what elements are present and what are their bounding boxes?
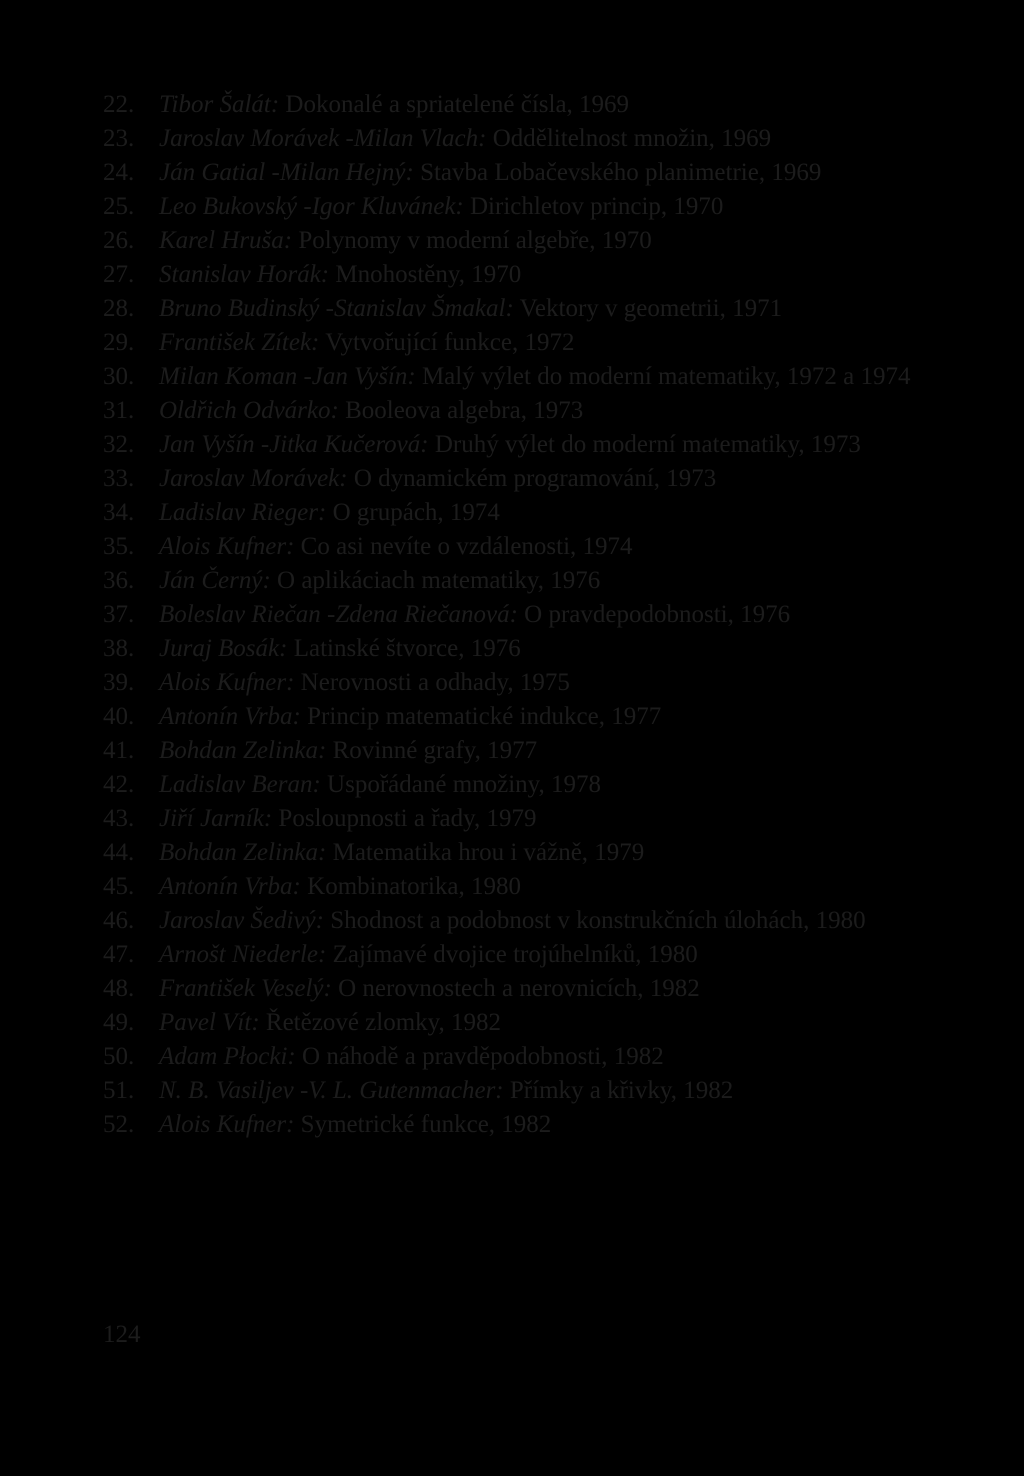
list-item (103, 224, 933, 258)
entry-author: Pavel Vít: (159, 1009, 260, 1036)
entry-title: O nerovnostech a nerovnicích, 1982 (338, 975, 700, 1002)
entry-title: Oddělitelnost množin, 1969 (492, 125, 772, 152)
entry-author: Jaroslav Šedivý: (159, 907, 324, 934)
list-item (103, 122, 933, 156)
entry-number: 28. (103, 295, 135, 322)
entry-author: N. B. Vasiljev -V. L. Gutenmacher: (159, 1077, 504, 1104)
entry-author: Arnošt Niederle: (159, 941, 327, 968)
entry-number: 36. (103, 567, 135, 594)
entry-title: Dokonalé a spriatelené čísla, 1969 (285, 91, 630, 118)
entry-author: Boleslav Riečan -Zdena Riečanová: (159, 601, 518, 628)
entry-number: 42. (103, 771, 135, 798)
list-item (103, 802, 933, 836)
entry-title: Princip matematické indukce, 1977 (307, 703, 662, 730)
entry-number: 26. (103, 227, 135, 254)
entry-title: O aplikáciach matematiky, 1976 (277, 567, 601, 594)
entry-title: Co asi nevíte o vzdálenosti, 1974 (300, 533, 633, 560)
entry-author: Tibor Šalát: (159, 91, 280, 118)
entry-number: 50. (103, 1043, 135, 1070)
list-item (103, 700, 933, 734)
entry-author: Ladislav Rieger: (159, 499, 327, 526)
entry-number: 23. (103, 125, 135, 152)
entry-title: Nerovnosti a odhady, 1975 (300, 669, 570, 696)
entry-author: František Zítek: (159, 329, 320, 356)
entry-author: František Veselý: (159, 975, 332, 1002)
entry-number: 45. (103, 873, 135, 900)
entry-title: Posloupnosti a řady, 1979 (278, 805, 537, 832)
list-item (103, 870, 933, 904)
entry-author: Oldřich Odvárko: (159, 397, 339, 424)
list-item (103, 496, 933, 530)
entry-author: Karel Hruša: (159, 227, 293, 254)
list-item (103, 564, 933, 598)
entry-number: 43. (103, 805, 135, 832)
entry-title: O pravdepodobnosti, 1976 (524, 601, 791, 628)
list-item (103, 258, 933, 292)
list-item (103, 904, 933, 938)
entry-number: 44. (103, 839, 135, 866)
entry-title: Matematika hrou i vážně, 1979 (332, 839, 645, 866)
list-item (103, 734, 933, 768)
list-item (103, 190, 933, 224)
entry-title: Vytvořující funkce, 1972 (325, 329, 575, 356)
entry-number: 38. (103, 635, 135, 662)
entry-number: 37. (103, 601, 135, 628)
publication-list (103, 88, 933, 1142)
entry-number: 49. (103, 1009, 135, 1036)
entry-author: Ladislav Beran: (159, 771, 321, 798)
list-item (103, 88, 933, 122)
entry-title: Symetrické funkce, 1982 (300, 1111, 552, 1138)
list-item (103, 836, 933, 870)
entry-title: Latinské štvorce, 1976 (293, 635, 521, 662)
entry-author: Bruno Budinský -Stanislav Šmakal: (159, 295, 514, 322)
list-item (103, 666, 933, 700)
list-item (103, 326, 933, 360)
entry-title: Řetězové zlomky, 1982 (265, 1009, 502, 1036)
entry-number: 31. (103, 397, 135, 424)
entry-number: 41. (103, 737, 135, 764)
entry-number: 48. (103, 975, 135, 1002)
entry-number: 29. (103, 329, 135, 356)
entry-number: 34. (103, 499, 135, 526)
entry-title: Shodnost a podobnost v konstrukčních úlohách, 1980 (330, 907, 866, 934)
list-item (103, 1108, 933, 1142)
entry-number: 52. (103, 1111, 135, 1138)
entry-title: Booleova algebra, 1973 (345, 397, 584, 424)
entry-title: Malý výlet do moderní matematiky, 1972 a 1974 (421, 363, 911, 390)
entry-number: 51. (103, 1077, 135, 1104)
entry-title: Dirichletov princip, 1970 (470, 193, 724, 220)
entry-author: Alois Kufner: (159, 1111, 295, 1138)
entry-number: 22. (103, 91, 135, 118)
list-item (103, 598, 933, 632)
entry-title: Kombinatorika, 1980 (307, 873, 521, 900)
list-item (103, 462, 933, 496)
entry-title: Polynomy v moderní algebře, 1970 (298, 227, 652, 254)
list-item (103, 156, 933, 190)
entry-author: Stanislav Horák: (159, 261, 330, 288)
entry-author: Bohdan Zelinka: (159, 839, 327, 866)
entry-title: Vektory v geometrii, 1971 (519, 295, 783, 322)
entry-author: Jaroslav Morávek: (159, 465, 348, 492)
entry-number: 32. (103, 431, 135, 458)
entry-number: 40. (103, 703, 135, 730)
entry-title: Rovinné grafy, 1977 (332, 737, 538, 764)
entry-number: 46. (103, 907, 135, 934)
entry-number: 30. (103, 363, 135, 390)
list-item (103, 360, 933, 394)
list-item (103, 1074, 933, 1108)
entry-title: O náhodě a pravděpodobnosti, 1982 (302, 1043, 664, 1070)
entry-author: Jan Vyšín -Jitka Kučerová: (159, 431, 429, 458)
entry-author: Antonín Vrba: (159, 703, 301, 730)
entry-author: Jaroslav Morávek -Milan Vlach: (159, 125, 487, 152)
entry-author: Alois Kufner: (159, 533, 295, 560)
entry-number: 27. (103, 261, 135, 288)
entry-title: Uspořádané množiny, 1978 (327, 771, 602, 798)
list-item (103, 1040, 933, 1074)
entry-number: 33. (103, 465, 135, 492)
list-item (103, 1006, 933, 1040)
entry-author: Leo Bukovský -Igor Kluvánek: (159, 193, 464, 220)
list-item (103, 632, 933, 666)
entry-author: Adam Płocki: (159, 1043, 296, 1070)
entry-title: Přímky a křivky, 1982 (509, 1077, 734, 1104)
entry-author: Juraj Bosák: (159, 635, 288, 662)
entry-author: Ján Gatial -Milan Hejný: (159, 159, 414, 186)
list-item (103, 768, 933, 802)
entry-title: Druhý výlet do moderní matematiky, 1973 (434, 431, 861, 458)
entry-title: Mnohostěny, 1970 (335, 261, 522, 288)
page-number: 124 (103, 1321, 141, 1348)
entry-number: 24. (103, 159, 135, 186)
entry-author: Jiří Jarník: (159, 805, 273, 832)
list-item (103, 938, 933, 972)
entry-number: 47. (103, 941, 135, 968)
list-item (103, 530, 933, 564)
entry-number: 39. (103, 669, 135, 696)
entry-number: 25. (103, 193, 135, 220)
entry-author: Ján Černý: (159, 567, 271, 594)
entry-number: 35. (103, 533, 135, 560)
list-item (103, 292, 933, 326)
list-item (103, 972, 933, 1006)
entry-author: Milan Koman -Jan Vyšín: (159, 363, 416, 390)
entry-author: Antonín Vrba: (159, 873, 301, 900)
entry-author: Alois Kufner: (159, 669, 295, 696)
entry-author: Bohdan Zelinka: (159, 737, 327, 764)
entry-title: Zajímavé dvojice trojúhelníků, 1980 (332, 941, 698, 968)
entry-title: O grupách, 1974 (332, 499, 500, 526)
entry-title: Stavba Lobačevského planimetrie, 1969 (420, 159, 822, 186)
list-item (103, 394, 933, 428)
entry-title: O dynamickém programování, 1973 (353, 465, 717, 492)
list-item (103, 428, 933, 462)
